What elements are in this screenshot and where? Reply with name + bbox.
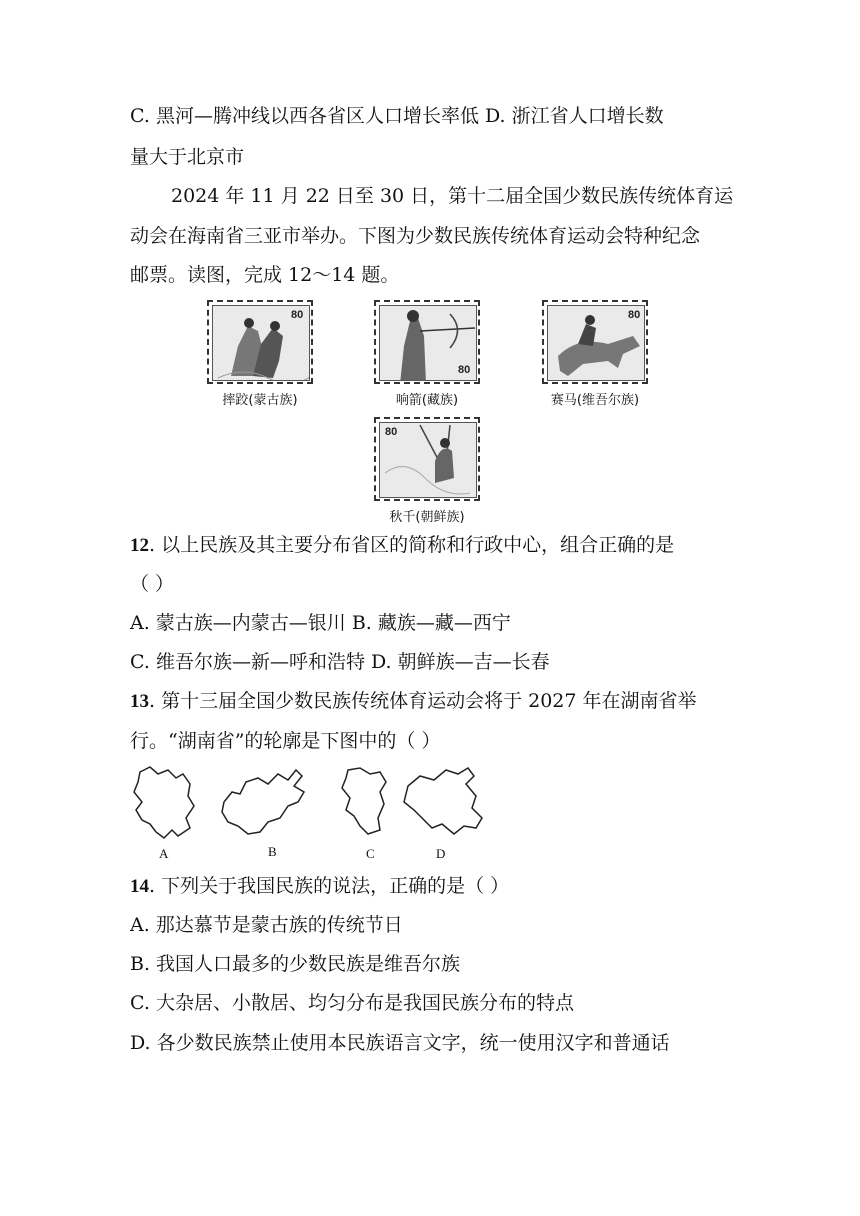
question-number: 12 [130,535,149,556]
stamp-caption: 秋千(朝鲜族) [389,510,465,525]
map-outline-a [134,767,194,838]
stamp-wrestling [207,300,313,384]
map-outline-c [342,768,386,834]
stamp-value: 80 [385,426,398,438]
question-14 [130,874,509,899]
stamp-wrestling-image [212,305,310,381]
passage-line-2: 动会在海南省三亚市举办。下图为少数民族传统体育运动会特种纪念 [130,225,701,247]
map-label-a: A [159,846,169,861]
stamp-horse-race-image [547,305,645,381]
question-12-bracket: （ ） [130,573,175,595]
map-outline-d [404,768,482,834]
question-text: . 以上民族及其主要分布省区的简称和行政中心，组合正确的是 [149,534,675,556]
stamp-horse-race [542,300,648,384]
map-label-c: C [366,846,375,861]
stamp-caption: 赛马(维吾尔族) [550,393,640,408]
question-14-option-b: B. 我国人口最多的少数民族是维吾尔族 [130,953,461,975]
stamp-archery [374,300,480,384]
stamp-swing [374,417,480,501]
stamp-value: 80 [291,309,304,321]
question-13-line-2: 行。“湖南省”的轮廓是下图中的（ ） [130,730,441,752]
question-12-options-ab: A. 蒙古族—内蒙古—银川 B. 藏族—藏—西宁 [130,612,511,634]
stamp-value: 80 [628,309,641,321]
question-14-option-a: A. 那达慕节是蒙古族的传统节日 [130,914,403,936]
stamp-archery-image [379,305,477,381]
option-c-d-line: C. 黑河—腾冲线以西各省区人口增长率低 D. 浙江省人口增长数 [130,105,664,127]
map-label-d: D [436,846,446,861]
question-number: 14 [130,876,149,897]
question-14-option-d: D. 各少数民族禁止使用本民族语言文字，统一使用汉字和普通话 [130,1032,670,1054]
stamp-value: 80 [458,364,471,376]
question-text: . 下列关于我国民族的说法，正确的是（ ） [149,875,510,897]
question-12 [130,533,674,558]
passage-line-1: 2024 年 11 月 22 日至 30 日，第十二届全国少数民族传统体育运 [171,185,734,207]
option-d-continued: 量大于北京市 [130,146,245,168]
question-text: . 第十三届全国少数民族传统体育运动会将于 2027 年在湖南省举 [149,690,697,712]
province-outline-maps [128,762,488,846]
question-14-option-c: C. 大杂居、小散居、均匀分布是我国民族分布的特点 [130,992,574,1014]
passage-line-3: 邮票。读图，完成 12～14 题。 [130,264,400,286]
stamp-caption: 响箭(藏族) [395,393,459,408]
question-13 [130,689,697,714]
map-outline-b [222,770,304,834]
question-number: 13 [130,691,149,712]
stamp-caption: 摔跤(蒙古族) [222,393,298,408]
map-label-b: B [268,844,277,859]
question-12-options-cd: C. 维吾尔族—新—呼和浩特 D. 朝鲜族—吉—长春 [130,651,550,673]
stamp-swing-image [379,422,477,498]
